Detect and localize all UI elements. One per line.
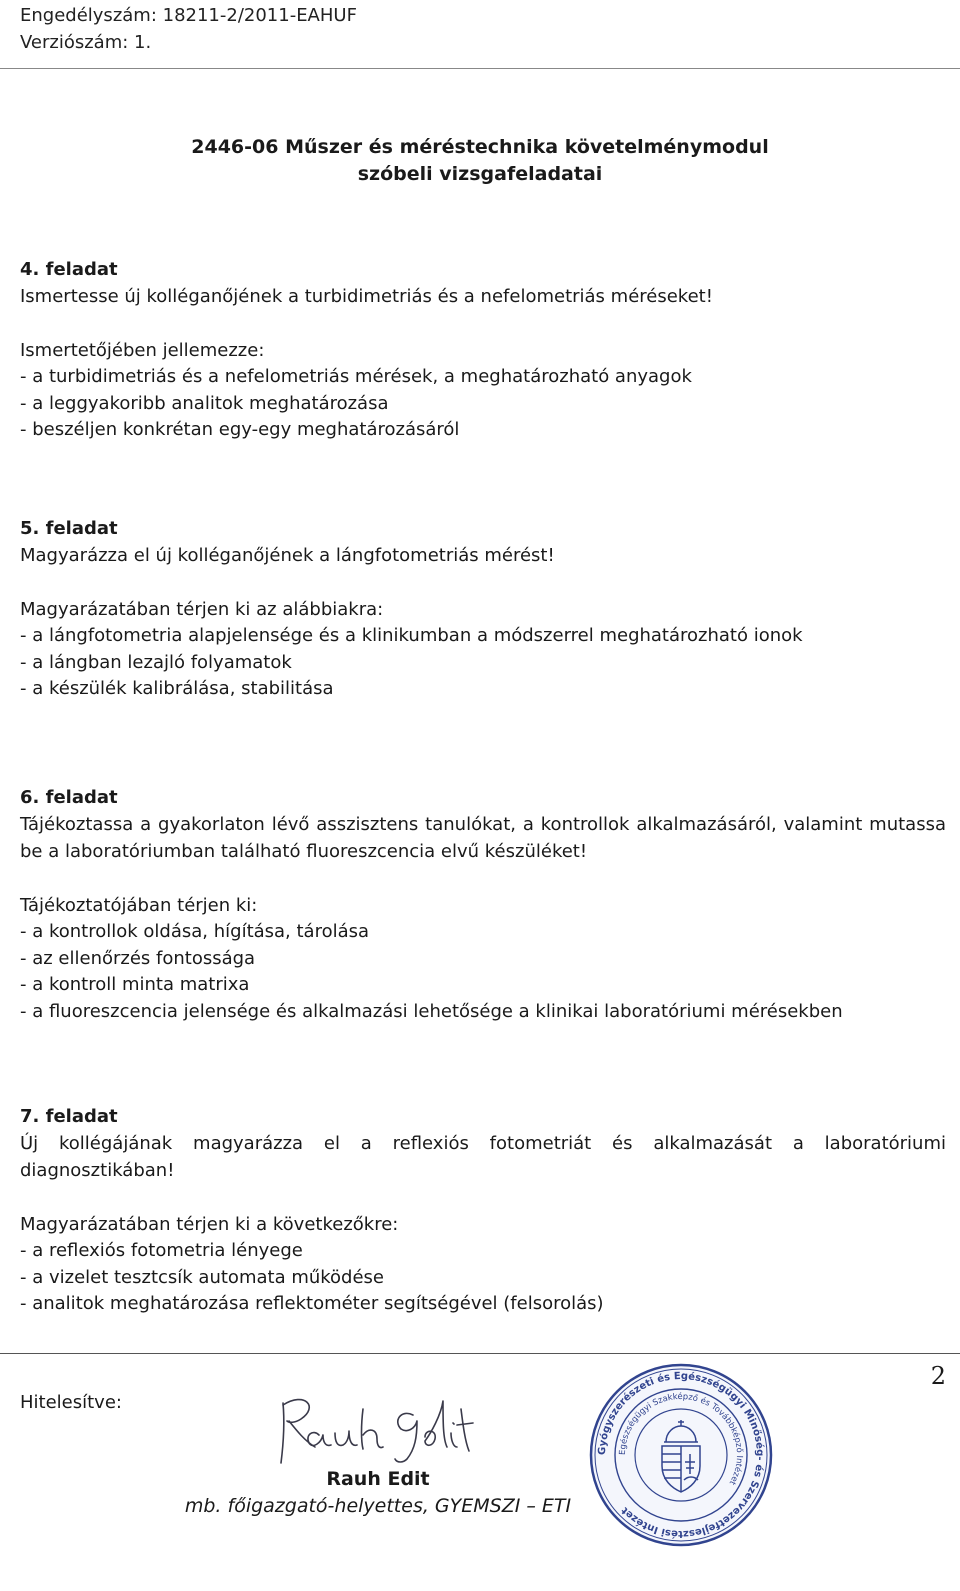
page-number: 2	[930, 1362, 946, 1390]
task-bullet: - az ellenőrzés fontossága	[20, 947, 256, 969]
svg-text:Egészségügyi Szakképző és Tová: Egészségügyi Szakképző és Továbbképző Intézet	[616, 1390, 746, 1488]
signer-name: Rauh Edit	[326, 1468, 430, 1490]
task-heading: 5. feladat	[20, 518, 118, 539]
task-5	[20, 515, 946, 703]
authenticated-label: Hitelesítve:	[20, 1392, 122, 1413]
task-lead: Ismertetőjében jellemezze:	[20, 340, 265, 361]
task-bullet: - a turbidimetriás és a nefelometriás mérések, a meghatározható anyagok	[20, 366, 692, 387]
task-bullet: - beszéljen konkrétan egy-egy meghatározásáról	[20, 419, 460, 440]
document-title	[0, 134, 960, 188]
handwritten-signature	[275, 1385, 475, 1469]
task-intro: Új kollégájának magyarázza el a reflexiós fotometriát és alkalmazását a laboratóriumi diagnosztikában!	[20, 1133, 946, 1181]
signer-title: mb. főigazgató-helyettes, GYEMSZI – ETI	[184, 1495, 572, 1517]
task-bullet: - a reflexiós fotometria lényege	[20, 1240, 303, 1261]
document-header	[20, 2, 357, 56]
task-bullet: - a készülék kalibrálása, stabilitása	[20, 678, 334, 699]
task-bullet: - a lángban lezajló folyamatok	[20, 651, 292, 673]
title-line-1: 2446-06 Műszer és méréstechnika követelménymodul	[191, 136, 769, 158]
task-heading: 6. feladat	[20, 787, 118, 808]
task-bullet: - analitok meghatározása reflektométer segítségével (felsorolás)	[20, 1293, 604, 1314]
task-bullet: - a lángfotometria alapjelensége és a klinikumban a módszerrel meghatározható ionok	[20, 625, 803, 646]
task-intro: Tájékoztassa a gyakorlaton lévő asszisztens tanulókat, a kontrollok alkalmazásáról, valamint mutassa be a laboratóriumban található fluoreszcencia elvű készüléket!	[20, 814, 946, 862]
task-lead: Magyarázatában térjen ki az alábbiakra:	[20, 599, 384, 620]
official-seal	[588, 1362, 774, 1548]
task-lead: Tájékoztatójában térjen ki:	[20, 895, 258, 916]
task-bullet: - a vizelet tesztcsík automata működése	[20, 1266, 385, 1288]
task-bullet: - a fluoreszcencia jelensége és alkalmazási lehetősége a klinikai laboratóriumi mérésekben	[20, 1000, 843, 1022]
permit-number: Engedélyszám: 18211-2/2011-EAHUF	[20, 5, 357, 26]
header-divider	[0, 68, 960, 69]
task-6	[20, 784, 946, 1025]
task-bullet: - a leggyakoribb analitok meghatározása	[20, 392, 389, 414]
task-bullet: - a kontrollok oldása, hígítása, tárolása	[20, 921, 370, 942]
footer-divider	[0, 1353, 960, 1354]
task-bullet: - a kontroll minta matrixa	[20, 974, 250, 995]
svg-text:Gyógyszerészeti és Egészségügy: Gyógyszerészeti és Egészségügyi Minőség- és Szervezetfejlesztési Intézet	[596, 1370, 766, 1540]
task-lead: Magyarázatában térjen ki a következőkre:	[20, 1214, 399, 1235]
task-intro: Ismertesse új kolléganőjének a turbidimetriás és a nefelometriás méréseket!	[20, 286, 713, 307]
task-intro: Magyarázza el új kolléganőjének a lángfotometriás mérést!	[20, 545, 555, 566]
task-7	[20, 1103, 946, 1318]
task-heading: 4. feladat	[20, 259, 118, 280]
task-4	[20, 256, 946, 444]
title-line-2: szóbeli vizsgafeladatai	[357, 163, 603, 185]
version-number: Verziószám: 1.	[20, 32, 152, 53]
task-heading: 7. feladat	[20, 1106, 118, 1127]
